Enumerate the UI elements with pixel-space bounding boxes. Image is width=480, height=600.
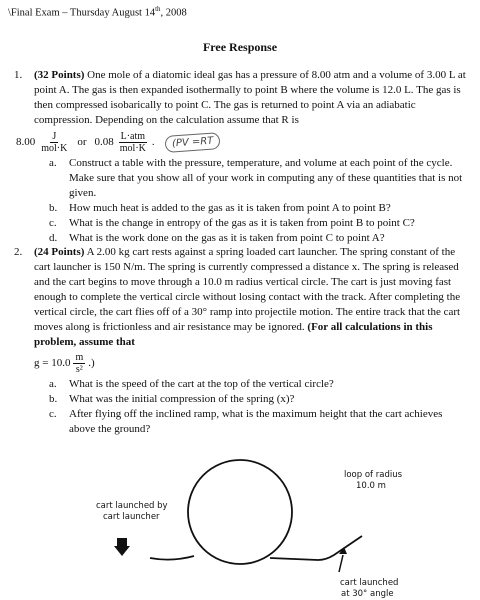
subquestion	[49, 156, 469, 201]
r1-coefficient: 8.00	[16, 136, 36, 148]
ramp-label-line1: cart launched	[340, 578, 399, 588]
or-text: or	[77, 136, 87, 148]
subquestion-text: What is the change in entropy of the gas as it is taken from point B to point C?	[69, 217, 415, 229]
handwritten-note: (PV =RT	[164, 132, 220, 153]
subquestion	[49, 377, 469, 392]
formula-period: .	[151, 136, 155, 148]
header-superscript: th	[155, 5, 161, 13]
subquestion-text: After flying off the inclined ramp, what is the maximum height that the cart achieves above the ground?	[69, 408, 443, 435]
r2-coefficient: 0.08	[94, 136, 114, 148]
subquestion-text: What was the initial compression of the spring (x)?	[69, 393, 295, 405]
subquestion	[49, 392, 469, 407]
g-label: g = 10.0	[34, 357, 71, 369]
r-constant-formula	[14, 131, 469, 154]
q1-subquestions	[49, 156, 469, 246]
question-1	[14, 68, 469, 246]
vertical-loop	[188, 460, 292, 564]
r2-units-fraction	[118, 131, 148, 154]
subquestion	[49, 216, 469, 231]
header-date-end: , 2008	[160, 7, 187, 19]
exam-header	[8, 5, 187, 19]
header-text: \Final Exam – Thursday August 14	[8, 7, 156, 19]
question-number: 2.	[14, 246, 23, 258]
section-title: Free Response	[202, 40, 278, 54]
g-numerator: m	[75, 352, 84, 363]
question-text: One mole of a diatomic ideal gas has a pressure of 8.00 atm and a volume of 3.00 L at point A. The gas is then expanded isothermally to point B where the volume is 12.0 L. The gas is then compressed isobarically to point C. The gas is returned to point A via an adiabatic compression. Depending on the calculation assume that R is	[34, 69, 466, 126]
subquestion-text: Construct a table with the pressure, temperature, and volume at each point of the cycle. Make sure that you show all of your work in computing any of these quantities that is not given.	[69, 157, 463, 199]
entry-track	[150, 556, 194, 560]
q2-subquestions	[49, 377, 469, 437]
launcher-label-line1: cart launched by	[96, 501, 168, 511]
subquestion-letter: a.	[49, 378, 57, 390]
g-units-fraction	[73, 352, 85, 375]
assumption-text: (For all calculations in this problem, assume that	[34, 321, 433, 348]
subquestion-letter: c.	[49, 408, 57, 420]
subquestion-letter: a.	[49, 157, 57, 169]
ramp-label-line2: at 30° angle	[341, 589, 394, 599]
subquestion-text: What is the work done on the gas as it is taken from point C to point A?	[69, 232, 385, 244]
question-number: 1.	[14, 69, 23, 81]
subquestion-letter: b.	[49, 393, 58, 405]
gravity-formula	[14, 352, 469, 375]
subquestion-text: What is the speed of the cart at the top of the vertical circle?	[69, 378, 334, 390]
subquestion-letter: c.	[49, 217, 57, 229]
points-label: (32 Points)	[34, 69, 85, 81]
r2-numerator: L·atm	[120, 131, 146, 142]
loop-label-line1: loop of radius	[344, 470, 403, 480]
r1-denominator: mol·K	[41, 143, 68, 154]
subquestion-letter: d.	[49, 232, 58, 244]
subquestion	[49, 407, 469, 437]
question-2	[14, 245, 469, 437]
subquestion	[49, 231, 469, 246]
g-end: .)	[88, 357, 95, 369]
launcher-arrow-icon	[114, 538, 130, 556]
subquestion-letter: b.	[49, 202, 58, 214]
r1-numerator: J	[52, 131, 57, 142]
track-diagram	[0, 442, 480, 600]
r1-units-fraction	[39, 131, 69, 154]
r2-denominator: mol·K	[119, 143, 146, 154]
subquestion	[49, 201, 469, 216]
loop-label-line2: 10.0 m	[356, 481, 386, 491]
launcher-label-line2: cart launcher	[103, 512, 160, 522]
question-text: A 2.00 kg cart rests against a spring loaded cart launcher. The spring constant of the cart launcher is 150 N/m. The spring is currently compressed a distance x. The spring is released and the cart begins to move through a 10.0 m radius vertical circle. The cart is just moving fast enough to complete the vertical circle without losing contact with the track. After completing the vertical circle, the cart flies off of a 30° ramp into projectile motion. The entire track that the cart moves along is frictionless and air resistance may be ignored.	[34, 246, 461, 333]
points-label: (24 Points)	[34, 246, 85, 258]
g-denominator: s²	[75, 364, 83, 375]
subquestion-text: How much heat is added to the gas as it is taken from point A to point B?	[69, 202, 391, 214]
